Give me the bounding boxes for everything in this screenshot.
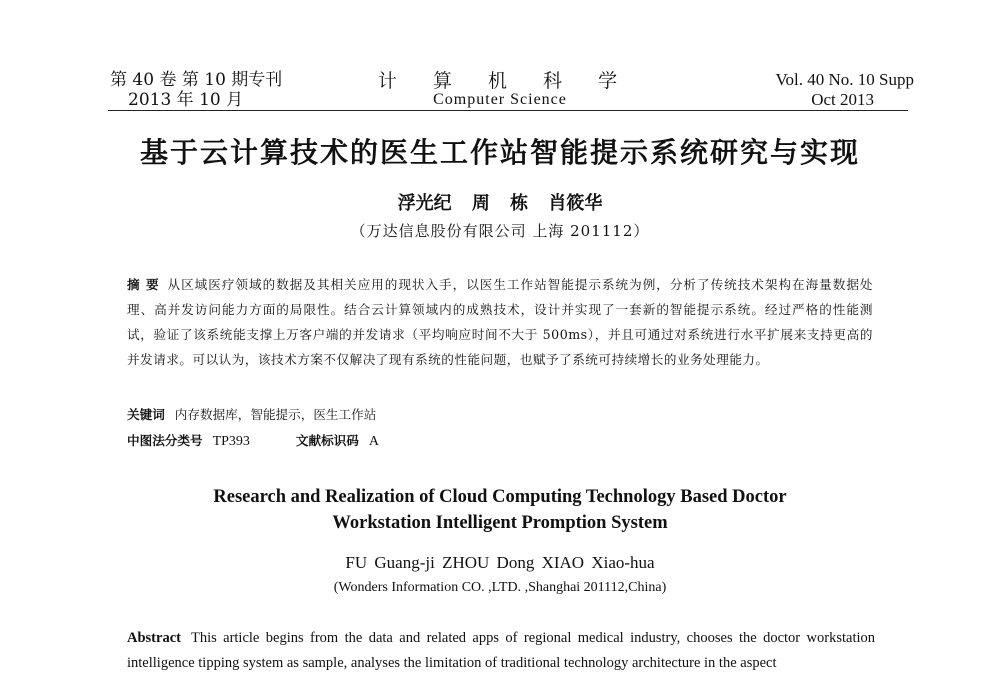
header-rule (108, 110, 908, 111)
abstract-cn (127, 272, 873, 372)
abstract-en-text: This article begins from the data and related apps of regional medical industry, chooses the doctor workstation intelligence tipping system as sample, analyses the limitation of traditional technology architecture in the aspect (127, 630, 875, 671)
abstract-en-label: Abstract (127, 630, 181, 646)
paper-title-cn: 基于云计算技术的医生工作站智能提示系统研究与实现 (139, 136, 860, 169)
classification (127, 430, 379, 450)
journal-name-en: Computer Science (433, 91, 567, 108)
affiliation-en: (Wonders Information CO. ,LTD. ,Shanghai 201112,China) (333, 580, 667, 595)
classification-label: 中图法分类号 (127, 433, 203, 448)
classification-value: TP393 (212, 434, 250, 449)
document-code-label: 文献标识码 (295, 433, 359, 448)
keywords-text: 内存数据库，智能提示，医生工作站 (174, 407, 377, 422)
abstract-cn-label: 摘 要 (127, 277, 160, 292)
authors-en: FU Guang-ji ZHOU Dong XIAO Xiao-hua (345, 553, 655, 572)
volume-issue: 第 40 卷 第 10 期专刊 (110, 70, 283, 90)
publication-date-en: Oct 2013 (811, 90, 874, 109)
volume-issue-en: Vol. 40 No. 10 Supp (775, 70, 914, 89)
journal-name-cn: 计 算 机 科 学 (377, 70, 633, 92)
publication-date: 2013 年 10 月 (128, 90, 244, 110)
abstract-cn-text: 从区域医疗领域的数据及其相关应用的现状入手，以医生工作站智能提示系统为例，分析了传统技术架构在海量数据处理、高并发访问能力方面的局限性。结合云计算领域内的成熟技术，设计并实现了一套新的智能提示系统。经过严格的性能测试，验证了该系统能支撑上万客户端的并发请求（平均响应时间不大于 500ms），并且可通过对系统进行水平扩展来支持更高的并发请求。可以认为，该技术方案不仅解决了现有系统的性能问题，也赋予了系统可持续增长的业务处理能力。 (127, 277, 874, 367)
keywords (127, 404, 376, 423)
abstract-en (127, 626, 875, 676)
paper-title-en (0, 484, 1000, 536)
paper-title-en-line2: Workstation Intelligent Promption System (332, 513, 668, 533)
document-code-value: A (368, 434, 379, 449)
running-header-right (775, 70, 914, 110)
paper-title-en-line1: Research and Realization of Cloud Computing Technology Based Doctor (213, 487, 787, 507)
affiliation-cn: （万达信息股份有限公司 上海 201112） (350, 222, 650, 240)
keywords-label: 关键词 (127, 407, 165, 422)
authors-cn: 浮光纪 周 栋 肖筱华 (397, 193, 603, 214)
